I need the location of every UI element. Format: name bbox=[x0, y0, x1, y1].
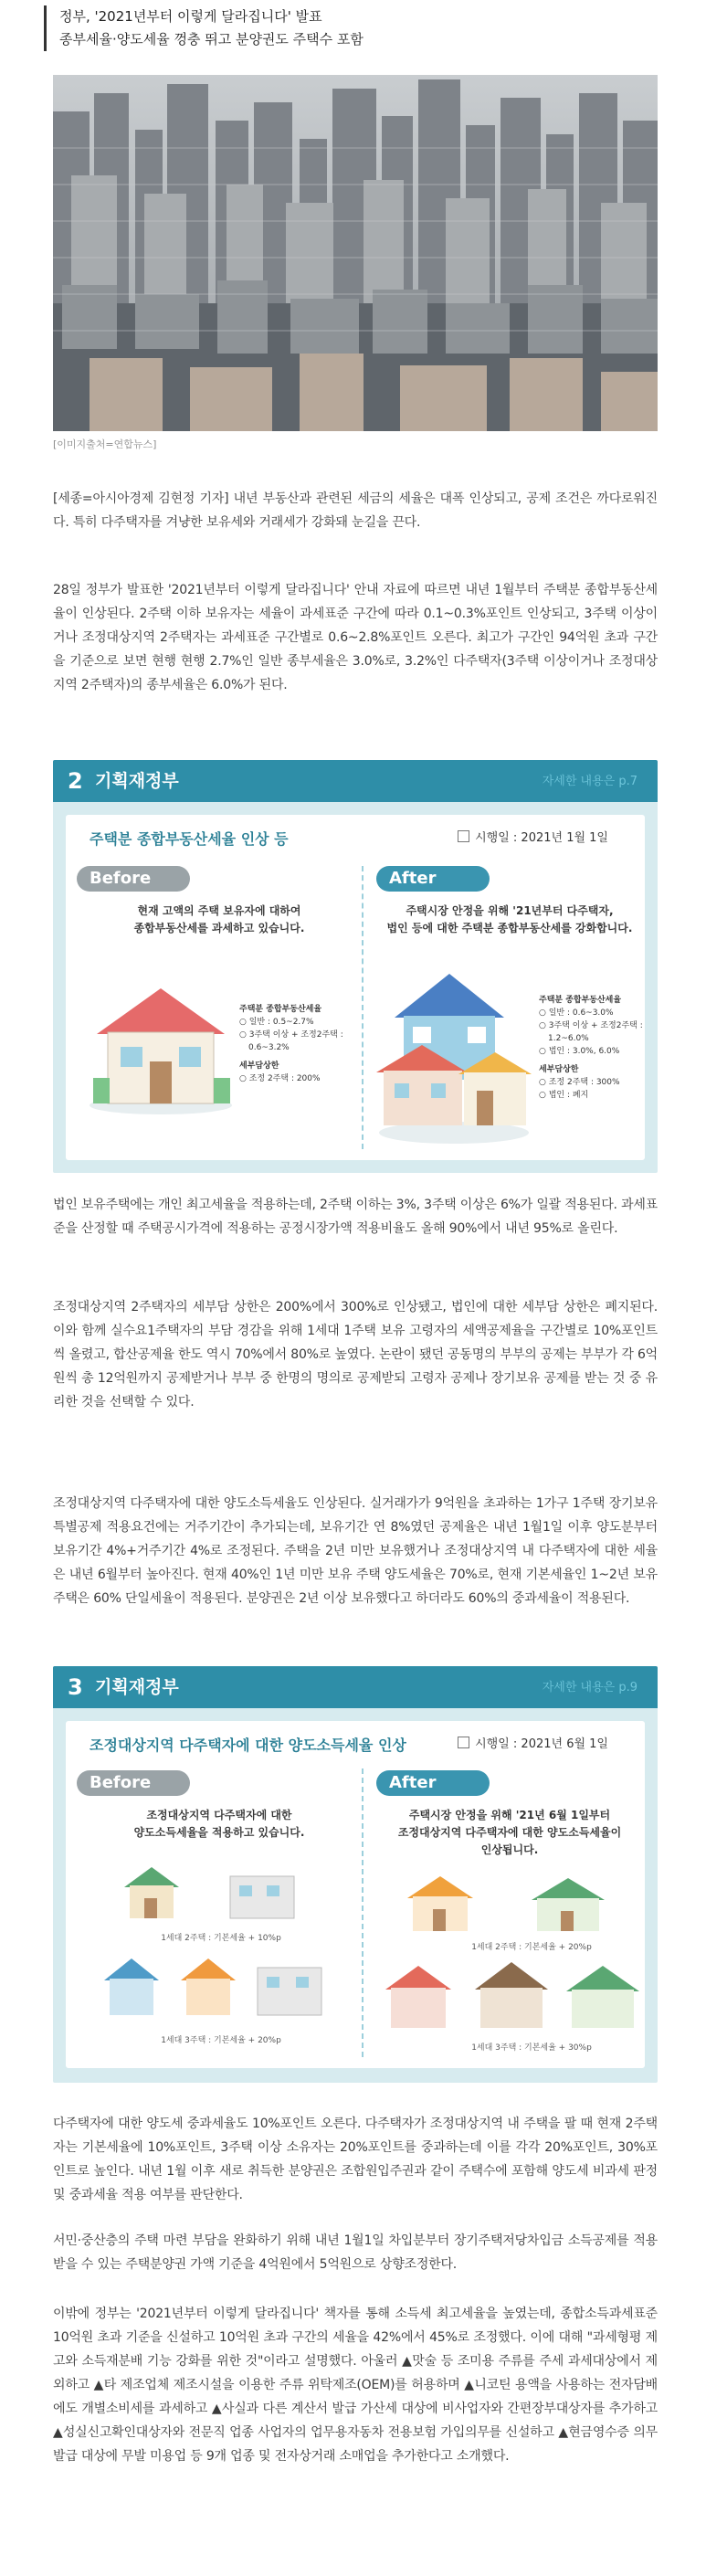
city-skyline-image bbox=[53, 75, 658, 431]
house-illustration-before bbox=[88, 970, 234, 1116]
card-department: 기획재정부 bbox=[95, 1677, 179, 1697]
paragraph-7: 서민·중산층의 주택 마련 부담을 완화하기 위해 내년 1월1일 차입분부터 장기주택저당차입금 소득공제를 적용받을 수 있는 주택분양권 가액 기준을 4억원에서 5억원으로 상향조정한다. bbox=[53, 2233, 658, 2272]
card-detail-ref: 자세한 내용은 p.7 bbox=[542, 775, 638, 788]
subtitle-line-1: 정부, '2021년부터 이렇게 달라집니다' 발표 bbox=[59, 8, 322, 25]
after-tag-2-homes: 1세대 2주택 : 기본세율 + 20%p bbox=[471, 1943, 592, 1952]
card-department: 기획재정부 bbox=[95, 771, 179, 791]
after-note: 주택시장 안정을 위해 '21년 6월 1일부터 조정대상지역 다주택자에 대한 양도소득세율이 인상됩니다. bbox=[397, 1809, 622, 1856]
two-houses-after-icon bbox=[404, 1871, 632, 1935]
house-illustration-after bbox=[376, 963, 532, 1145]
card-body bbox=[66, 815, 645, 1160]
article-photo bbox=[53, 75, 658, 431]
photo-caption: [이미지출처=연합뉴스] bbox=[53, 438, 157, 450]
card-header bbox=[53, 760, 658, 802]
paragraph-1: [세종=아시아경제 김현정 기자] 내년 부동산과 관련된 세금의 세율은 대폭 인상되고, 공제 조건은 까다로워진다. 특히 다주택자를 겨냥한 보유세와 거래세가 강화돼 눈길을 끈다. bbox=[53, 491, 658, 530]
card-header bbox=[53, 1666, 658, 1708]
paragraph-2: 28일 정부가 발표한 '2021년부터 이렇게 달라집니다' 안내 자료에 따르면 내년 1월부터 주택분 종합부동산세율이 인상된다. 2주택 이하 보유자는 세율이 과세표준 구간에 따라 0.1~0.3%포인트 인상되고, 3주택 이상이거나 조정대상지역 2주택자는 과세표준 구간별로 0.6~2.8%포인트 오른다. 최고가 구간인 94억원 초과 구간을 기준으로 보면 현행 현행 2.7%인 일반 종부세율은 3.0%로, 3.2%인 다주택자(3주택 이상이거나 조정대상지역 2주택자)의 종부세율은 6.0%가 된다. bbox=[53, 583, 658, 692]
before-tag-3-homes: 1세대 3주택 : 기본세율 + 20%p bbox=[161, 2036, 281, 2045]
after-tag-3-homes: 1세대 3주택 : 기본세율 + 30%p bbox=[471, 2043, 592, 2053]
effective-date: 시행일 : 2021년 1월 1일 bbox=[458, 828, 608, 845]
checkbox-icon bbox=[458, 1737, 469, 1748]
before-rates: 주택분 종합부동산세율 ○ 일반 : 0.5~2.7% ○ 3주택 이상 + 조정2주택 : 0.6~3.2% 세부담상한 ○ 조정 2주택 : 200% bbox=[239, 1005, 343, 1083]
two-houses-before-icon bbox=[121, 1860, 312, 1924]
card-detail-ref: 자세한 내용은 p.9 bbox=[542, 1681, 638, 1694]
before-note: 조정대상지역 다주택자에 대한 양도소득세율을 적용하고 있습니다. bbox=[133, 1809, 305, 1839]
section-divider bbox=[362, 866, 364, 1149]
after-label: After bbox=[376, 866, 490, 892]
before-note: 현재 고액의 주택 보유자에 대하여 종합부동산세를 과세하고 있습니다. bbox=[133, 904, 305, 934]
infographic-card-2 bbox=[53, 1666, 658, 2083]
after-note: 주택시장 안정을 위해 '21년부터 다주택자, 법인 등에 대한 주택분 종합부동산세를 강화합니다. bbox=[386, 904, 633, 934]
infographic-card-1 bbox=[53, 760, 658, 1173]
section-divider bbox=[362, 1768, 364, 2057]
three-houses-after-icon bbox=[384, 1955, 648, 2033]
paragraph-5: 조정대상지역 다주택자에 대한 양도소득세율도 인상된다. 실거래가가 9억원을 초과하는 1가구 1주택 장기보유특별공제 적용요건에는 거주기간이 추가되는데, 보유기간 연 8%였던 공제율은 내년 1월1일 이후 양도분부터 보유기간 4%+거주기간 4%로 조정된다. 주택을 2년 미만 보유했거나 조정대상지역 내 다주택자에 대한 세율은 내년 6월부터 높아진다. 현재 40%인 1년 미만 보유 주택 양도세율은 70%로, 현재 기본세율인 1~2년 보유 주택은 60% 단일세율이 적용된다. 분양권은 2년 이상 보유했다고 하더라도 60%의 중과세율이 적용된다. bbox=[53, 1496, 658, 1606]
card-body bbox=[66, 1721, 645, 2068]
paragraph-8: 이밖에 정부는 '2021년부터 이렇게 달라집니다' 책자를 통해 소득세 최고세율을 높였는데, 종합소득과세표준 10억원 초과 기준을 신설하고 10억원 초과 구간의 세율을 42%에서 45%로 조정했다. 이에 대해 "과세형평 제고와 소득재분배 기능 강화를 위한 것"이라고 설명했다. 아울러 ▲맛술 등 조미용 주류를 주세 과세대상에서 제외하고 ▲타 제조업체 제조시설을 이용한 주류 위탁제조(OEM)를 허용하며 ▲니코틴 용액을 사용하는 전자담배에도 개별소비세를 과세하고 ▲사실과 다른 계산서 발급 가산세 대상에 비사업자와 간편장부대상자를 추가하고 ▲성실신고확인대상자와 전문직 업종 사업자의 업무용자동차 전용보험 가입의무를 신설하고 ▲현금영수증 의무발급 대상에 무발 미용업 등 9개 업종 및 전자상거래 소매업을 추가한다고 소개했다. bbox=[53, 2307, 658, 2464]
paragraph-4: 조정대상지역 2주택자의 세부담 상한은 200%에서 300%로 인상됐고, 법인에 대한 세부담 상한은 폐지된다. 이와 함께 실수요1주택자의 부담 경감을 위해 1세대 1주택 보유 고령자의 세액공제율을 구간별로 10%포인트씩 올렸고, 합산공제율 한도 역시 70%에서 80%로 높였다. 논란이 됐던 공동명의 부부의 공제는 부부가 각 6억원씩 총 12억원까지 공제받거나 부부 중 한명의 명의로 공제받되 고령자 공제나 장기보유 공제를 받는 것 중 유리한 것을 선택할 수 있다. bbox=[53, 1300, 658, 1409]
paragraph-6: 다주택자에 대한 양도세 중과세율도 10%포인트 오른다. 다주택자가 조정대상지역 내 주택을 팔 때 현재 2주택자는 기본세율에 10%포인트, 3주택 이상 소유자는 20%포인트를 중과하는데 이를 각각 20%포인트, 30%포인트로 높인다. 내년 1월 이후 새로 취득한 분양권은 조합원입주권과 같이 주택수에 포함해 양도세 비과세 판정 및 중과세율 적용 여부를 판단한다. bbox=[53, 2117, 658, 2202]
effective-date: 시행일 : 2021년 6월 1일 bbox=[458, 1734, 608, 1751]
article-subtitle bbox=[44, 5, 662, 51]
three-houses-before-icon bbox=[102, 1949, 331, 2022]
before-tag-2-homes: 1세대 2주택 : 기본세율 + 10%p bbox=[161, 1934, 281, 1943]
card-title: 주택분 종합부동산세율 인상 등 bbox=[90, 830, 289, 848]
before-label: Before bbox=[77, 1770, 190, 1796]
card-number: 2 bbox=[68, 768, 83, 794]
after-rates: 주택분 종합부동산세율 ○ 일반 : 0.6~3.0% ○ 3주택 이상 + 조정2주택 : 1.2~6.0% ○ 법인 : 3.0%, 6.0% 세부담상한 ○ 조정 2주택 : 300% ○ 법인 : 폐지 bbox=[539, 996, 643, 1100]
paragraph-3: 법인 보유주택에는 개인 최고세율을 적용하는데, 2주택 이하는 3%, 3주택 이상은 6%가 일괄 적용된다. 과세표준을 산정할 때 주택공시가격에 적용하는 공정시장가액 적용비율도 올해 90%에서 내년 95%로 올린다. bbox=[53, 1198, 658, 1236]
before-label: Before bbox=[77, 866, 190, 892]
subtitle-line-2: 종부세율·양도세율 껑충 뛰고 분양권도 주택수 포함 bbox=[59, 31, 364, 48]
after-label: After bbox=[376, 1770, 490, 1796]
card-title: 조정대상지역 다주택자에 대한 양도소득세율 인상 bbox=[90, 1737, 406, 1754]
checkbox-icon bbox=[458, 830, 469, 842]
card-number: 3 bbox=[68, 1674, 83, 1700]
